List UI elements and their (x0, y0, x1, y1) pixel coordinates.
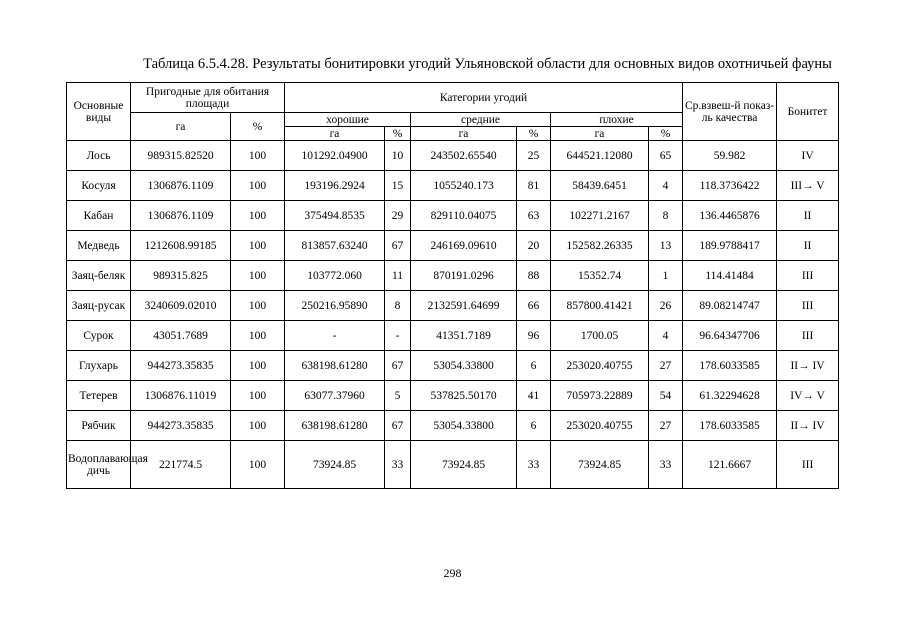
table-row (67, 381, 839, 411)
table-row (67, 291, 839, 321)
header-weighted-index: Ср.взвеш-й показ-ль качества (683, 83, 777, 141)
header-medium-ha: га (411, 127, 517, 141)
area-pct-cell: 100 (231, 351, 285, 381)
species-cell: Кабан (67, 201, 131, 231)
header-medium: средние (411, 113, 551, 127)
medium-pct-cell: 6 (517, 411, 551, 441)
bad-ha-cell: 58439.6451 (551, 171, 649, 201)
area-ha-cell: 1306876.1109 (131, 171, 231, 201)
good-pct-cell: 67 (385, 351, 411, 381)
table-row (67, 321, 839, 351)
species-cell: Рябчик (67, 411, 131, 441)
good-pct-cell: 67 (385, 411, 411, 441)
bad-ha-cell: 1700.05 (551, 321, 649, 351)
bad-pct-cell: 4 (649, 171, 683, 201)
bonitet-cell: III (777, 291, 839, 321)
good-pct-cell: 67 (385, 231, 411, 261)
weighted-index-cell: 96.64347706 (683, 321, 777, 351)
bad-pct-cell: 27 (649, 351, 683, 381)
bonitet-cell: III (777, 441, 839, 489)
medium-ha-cell: 829110.04075 (411, 201, 517, 231)
species-cell: Заяц-беляк (67, 261, 131, 291)
bad-ha-cell: 857800.41421 (551, 291, 649, 321)
bonitet-cell: II→ IV (777, 351, 839, 381)
bad-ha-cell: 102271.2167 (551, 201, 649, 231)
good-pct-cell: 29 (385, 201, 411, 231)
good-pct-cell: 15 (385, 171, 411, 201)
good-pct-cell: 8 (385, 291, 411, 321)
medium-pct-cell: 96 (517, 321, 551, 351)
header-good: хорошие (285, 113, 411, 127)
good-ha-cell: 63077.37960 (285, 381, 385, 411)
good-ha-cell: 101292.04900 (285, 141, 385, 171)
bad-pct-cell: 27 (649, 411, 683, 441)
weighted-index-cell: 59.982 (683, 141, 777, 171)
table-row (67, 231, 839, 261)
header-area-ha: га (131, 113, 231, 141)
bonitet-cell: IV (777, 141, 839, 171)
species-cell: Заяц-русак (67, 291, 131, 321)
area-pct-cell: 100 (231, 231, 285, 261)
header-species: Основные виды (67, 83, 131, 141)
good-pct-cell: - (385, 321, 411, 351)
good-ha-cell: 103772.060 (285, 261, 385, 291)
medium-ha-cell: 870191.0296 (411, 261, 517, 291)
area-ha-cell: 221774.5 (131, 441, 231, 489)
medium-ha-cell: 246169.09610 (411, 231, 517, 261)
table-caption (0, 56, 905, 73)
bad-ha-cell: 705973.22889 (551, 381, 649, 411)
medium-pct-cell: 6 (517, 351, 551, 381)
weighted-index-cell: 118.3736422 (683, 171, 777, 201)
bad-pct-cell: 13 (649, 231, 683, 261)
weighted-index-cell: 178.6033585 (683, 351, 777, 381)
weighted-index-cell: 136.4465876 (683, 201, 777, 231)
area-ha-cell: 1306876.1109 (131, 201, 231, 231)
bad-ha-cell: 15352.74 (551, 261, 649, 291)
header-categories: Категории угодий (285, 83, 683, 113)
species-cell: Глухарь (67, 351, 131, 381)
good-pct-cell: 10 (385, 141, 411, 171)
good-pct-cell: 5 (385, 381, 411, 411)
medium-pct-cell: 20 (517, 231, 551, 261)
weighted-index-cell: 61.32294628 (683, 381, 777, 411)
table-title: Таблица 6.5.4.28. Результаты бонитировки угодий Ульяновской области для основных видов охотничьей фауны (143, 56, 832, 72)
bonitet-cell: III→ V (777, 171, 839, 201)
good-ha-cell: 193196.2924 (285, 171, 385, 201)
good-pct-cell: 33 (385, 441, 411, 489)
area-ha-cell: 989315.82520 (131, 141, 231, 171)
weighted-index-cell: 121.6667 (683, 441, 777, 489)
medium-pct-cell: 81 (517, 171, 551, 201)
good-ha-cell: 638198.61280 (285, 411, 385, 441)
good-ha-cell: 73924.85 (285, 441, 385, 489)
area-pct-cell: 100 (231, 201, 285, 231)
area-ha-cell: 1306876.11019 (131, 381, 231, 411)
table-row (67, 441, 839, 489)
weighted-index-cell: 178.6033585 (683, 411, 777, 441)
species-cell: Лось (67, 141, 131, 171)
area-pct-cell: 100 (231, 441, 285, 489)
good-ha-cell: 250216.95890 (285, 291, 385, 321)
medium-ha-cell: 53054.33800 (411, 411, 517, 441)
area-pct-cell: 100 (231, 261, 285, 291)
bonitet-cell: III (777, 321, 839, 351)
bonitet-cell: II (777, 201, 839, 231)
good-ha-cell: 813857.63240 (285, 231, 385, 261)
area-pct-cell: 100 (231, 321, 285, 351)
area-ha-cell: 1212608.99185 (131, 231, 231, 261)
weighted-index-cell: 114.41484 (683, 261, 777, 291)
bad-pct-cell: 8 (649, 201, 683, 231)
bonitet-cell: II→ IV (777, 411, 839, 441)
table-row (67, 351, 839, 381)
good-ha-cell: 638198.61280 (285, 351, 385, 381)
area-pct-cell: 100 (231, 411, 285, 441)
bad-ha-cell: 73924.85 (551, 441, 649, 489)
medium-pct-cell: 88 (517, 261, 551, 291)
header-suitable: Пригодные для обитания площади (131, 83, 285, 113)
bad-pct-cell: 26 (649, 291, 683, 321)
good-ha-cell: - (285, 321, 385, 351)
medium-pct-cell: 25 (517, 141, 551, 171)
bonitet-table (66, 82, 839, 489)
medium-ha-cell: 53054.33800 (411, 351, 517, 381)
bad-pct-cell: 4 (649, 321, 683, 351)
medium-pct-cell: 63 (517, 201, 551, 231)
bad-pct-cell: 1 (649, 261, 683, 291)
area-ha-cell: 989315.825 (131, 261, 231, 291)
table-row (67, 141, 839, 171)
bad-ha-cell: 253020.40755 (551, 411, 649, 441)
header-area-pct: % (231, 113, 285, 141)
species-cell: Косуля (67, 171, 131, 201)
species-cell: Сурок (67, 321, 131, 351)
table-row (67, 201, 839, 231)
medium-ha-cell: 73924.85 (411, 441, 517, 489)
area-ha-cell: 944273.35835 (131, 411, 231, 441)
bad-ha-cell: 644521.12080 (551, 141, 649, 171)
medium-ha-cell: 41351.7189 (411, 321, 517, 351)
page-number: 298 (443, 566, 462, 580)
table-row (67, 171, 839, 201)
header-good-pct: % (385, 127, 411, 141)
medium-ha-cell: 2132591.64699 (411, 291, 517, 321)
species-cell: Тетерев (67, 381, 131, 411)
header-bad-pct: % (649, 127, 683, 141)
bad-pct-cell: 65 (649, 141, 683, 171)
medium-pct-cell: 33 (517, 441, 551, 489)
medium-ha-cell: 243502.65540 (411, 141, 517, 171)
species-cell: Водоплавающая дичь (67, 441, 131, 489)
area-ha-cell: 944273.35835 (131, 351, 231, 381)
medium-pct-cell: 66 (517, 291, 551, 321)
header-bad-ha: га (551, 127, 649, 141)
bad-pct-cell: 54 (649, 381, 683, 411)
good-pct-cell: 11 (385, 261, 411, 291)
bad-ha-cell: 152582.26335 (551, 231, 649, 261)
area-pct-cell: 100 (231, 291, 285, 321)
area-ha-cell: 43051.7689 (131, 321, 231, 351)
area-pct-cell: 100 (231, 171, 285, 201)
table-row (67, 411, 839, 441)
medium-ha-cell: 1055240.173 (411, 171, 517, 201)
medium-ha-cell: 537825.50170 (411, 381, 517, 411)
header-bonitet: Бонитет (777, 83, 839, 141)
header-medium-pct: % (517, 127, 551, 141)
area-ha-cell: 3240609.02010 (131, 291, 231, 321)
good-ha-cell: 375494.8535 (285, 201, 385, 231)
bad-ha-cell: 253020.40755 (551, 351, 649, 381)
weighted-index-cell: 189.9788417 (683, 231, 777, 261)
bonitet-cell: IV→ V (777, 381, 839, 411)
table-row (67, 261, 839, 291)
bonitet-cell: II (777, 231, 839, 261)
bad-pct-cell: 33 (649, 441, 683, 489)
species-cell: Медведь (67, 231, 131, 261)
medium-pct-cell: 41 (517, 381, 551, 411)
bonitet-cell: III (777, 261, 839, 291)
area-pct-cell: 100 (231, 381, 285, 411)
weighted-index-cell: 89.08214747 (683, 291, 777, 321)
area-pct-cell: 100 (231, 141, 285, 171)
header-bad: плохие (551, 113, 683, 127)
header-good-ha: га (285, 127, 385, 141)
